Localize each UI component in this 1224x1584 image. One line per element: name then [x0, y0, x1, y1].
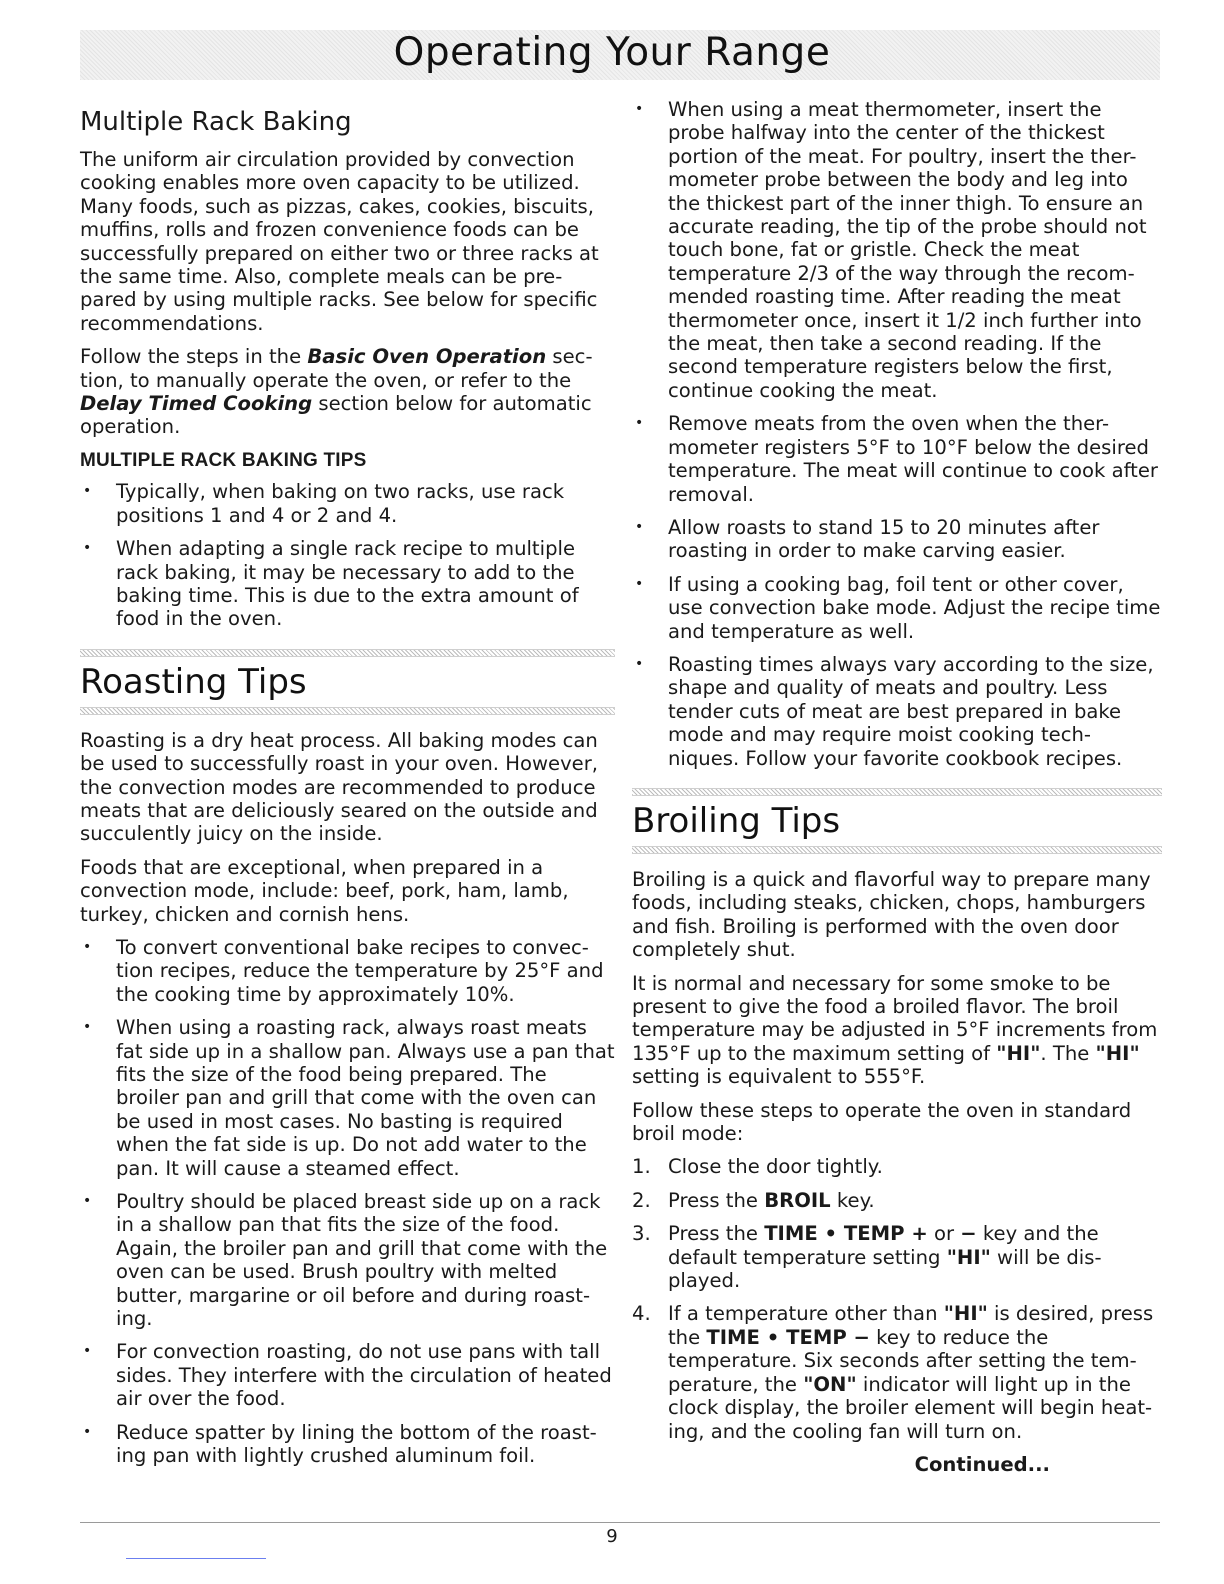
- list-item: • Allow roasts to stand 15 to 20 minutes after roasting in order to make carving easier.: [635, 515, 1100, 563]
- roasting-tips-list: [80, 936, 615, 1468]
- bullet-icon: •: [635, 655, 644, 672]
- list-item: • Typically, when baking on two racks, use rack positions 1 and 4 or 2 and 4.: [83, 480, 565, 527]
- bullet-icon: •: [83, 1193, 92, 1210]
- multiple-rack-heading: Multiple Rack Baking: [80, 107, 352, 137]
- multiple-rack-tips-list: [80, 480, 615, 630]
- multiple-rack-tips-heading: MULTIPLE RACK BAKING TIPS: [80, 449, 367, 471]
- time-temp-plus-key-label: TIME • TEMP +: [764, 1222, 928, 1246]
- continued-label: Continued...: [914, 1452, 1050, 1476]
- page-number: 9: [606, 1526, 618, 1547]
- list-item: • Remove meats from the oven when the ther-mometer registers 5°F to 10°F below the desired temperature. The meat will continue to cook after removal.: [635, 412, 1158, 506]
- footer-divider: [80, 1522, 1160, 1523]
- roasting-section-header: [80, 649, 615, 715]
- roasting-title: Roasting Tips: [80, 661, 307, 702]
- list-item: • For convection roasting, do not use pans with tall sides. They interfere with the circulation of heated air over the food.: [83, 1340, 612, 1411]
- divider: [80, 649, 615, 657]
- bullet-icon: •: [83, 938, 92, 955]
- time-temp-minus-key-label: TIME • TEMP −: [706, 1325, 870, 1349]
- roasting-foods: Foods that are exceptional, when prepared in a convection mode, include: beef, pork, ham, lamb, turkey, chicken and cornish hens.: [80, 855, 569, 926]
- bullet-icon: •: [635, 518, 644, 535]
- broiling-section-header: [632, 788, 1162, 854]
- bullet-icon: •: [635, 415, 644, 432]
- multiple-rack-steps-ref: Follow the steps in the Basic Oven Operation sec-tion, to manually operate the oven, or refer to the Delay Timed Cooking section below for automatic operation.: [80, 345, 593, 439]
- list-item: • When adapting a single rack recipe to multiple rack baking, it may be necessary to add to the baking time. This is due to the extra amount of food in the oven.: [83, 537, 579, 631]
- bullet-icon: •: [635, 101, 644, 117]
- list-item: • When using a roasting rack, always roast meats fat side up in a shallow pan. Always use a pan that fits the size of the food being prepared. The broiler pan and grill that come with the oven can be used in most cases. No basting is required when the fat side is up. Do not add water to the pan. It will cause a steamed effect.: [83, 1016, 615, 1180]
- list-item: • Reduce spatter by lining the bottom of the roast-ing pan with lightly crushed aluminum foil.: [83, 1420, 597, 1468]
- basic-oven-operation-ref: Basic Oven Operation: [307, 345, 547, 369]
- multiple-rack-intro: The uniform air circulation provided by convection cooking enables more oven capacity to be utilized. Many foods, such as pizzas, cakes, cookies, biscuits, muffins, rolls and frozen convenience foods can be successfully prepared on either two or three racks at the same time. Also, complete meals can be pre-pared by using multiple racks. See below for specific recommendations.: [80, 148, 599, 335]
- page-title: Operating Your Range: [393, 30, 831, 75]
- bullet-icon: •: [83, 1343, 92, 1360]
- right-column: [632, 98, 1162, 1476]
- list-item: 1. Close the door tightly.: [632, 1155, 883, 1179]
- broiling-smoke-note: It is normal and necessary for some smoke to be present to give the food a broiled flavor. The broil temperature may be adjusted in 5°F increments from 135°F up to the maximum setting of "HI". The "HI" setting is equivalent to 555°F.: [632, 971, 1158, 1089]
- list-item: • Roasting times always vary according to the size, shape and quality of meats and poultry. Less tender cuts of meat are best prepared in bake mode and may require moist cooking tech-niques. Follow your favorite cookbook recipes.: [635, 652, 1154, 770]
- roasting-tips-list-continued: [632, 98, 1162, 770]
- bullet-icon: •: [83, 483, 92, 500]
- list-item: 2. Press the BROIL key.: [632, 1188, 875, 1212]
- divider: [632, 788, 1162, 796]
- list-item: • If using a cooking bag, foil tent or other cover, use convection bake mode. Adjust the recipe time and temperature as well.: [635, 572, 1161, 643]
- bullet-icon: •: [83, 540, 92, 557]
- roasting-intro: Roasting is a dry heat process. All baking modes can be used to successfully roast in your oven. However, the convection modes are recommended to produce meats that are deliciously seared on the outside and succulently juicy on the inside.: [80, 728, 599, 846]
- delay-timed-cooking-ref: Delay Timed Cooking: [80, 392, 313, 416]
- list-item: • When using a meat thermometer, insert the probe halfway into the center of the thickest portion of the meat. For poultry, insert the ther-mometer probe between the body and leg into the thickest part of the inner thigh. To ensure an accurate reading, the tip of the probe should not touch bone, fat or gristle. Check the meat temperature 2/3 of the way through the recom-mended roasting time. After reading the meat thermometer once, insert it 1/2 inch further into the meat, then take a second reading. If the second temperature registers below the first, continue cooking the meat.: [635, 98, 1147, 402]
- list-item: • To convert conventional bake recipes to convec-tion recipes, reduce the temperature by 25°F and the cooking time by approximately 10%.: [83, 935, 604, 1006]
- broiling-title: Broiling Tips: [632, 800, 841, 841]
- bullet-icon: •: [83, 1019, 92, 1036]
- broiling-steps-intro: Follow these steps to operate the oven in standard broil mode:: [632, 1098, 1132, 1146]
- list-item: • Poultry should be placed breast side up on a rack in a shallow pan that fits the size of the food. Again, the broiler pan and grill that come with the oven can be used. Brush poultry with melted butter, margarine or oil before and during roast-ing.: [83, 1190, 608, 1331]
- divider: [80, 707, 615, 715]
- broiling-intro: Broiling is a quick and flavorful way to prepare many foods, including steaks, chicken, chops, hamburgers and fish. Broiling is performed with the oven door completely shut.: [632, 867, 1151, 962]
- list-item: 3. Press the TIME • TEMP + or − key and the default temperature setting "HI" will be dis-played.: [632, 1222, 1102, 1293]
- minus-key-label: −: [960, 1222, 977, 1246]
- list-item: 4. If a temperature other than "HI" is desired, press the TIME • TEMP − key to reduce the temperature. Six seconds after setting the tem-perature, the "ON" indicator will light up in the clock display, the broiler element will begin heat-ing, and the cooling fan will turn on.: [632, 1302, 1154, 1443]
- broiling-steps-list: [632, 1155, 1162, 1442]
- bullet-icon: •: [83, 1423, 92, 1440]
- divider: [632, 846, 1162, 854]
- footer-accent-line: [126, 1558, 266, 1559]
- broil-key-label: BROIL: [764, 1188, 831, 1212]
- bullet-icon: •: [635, 575, 644, 592]
- left-column: [80, 98, 615, 1478]
